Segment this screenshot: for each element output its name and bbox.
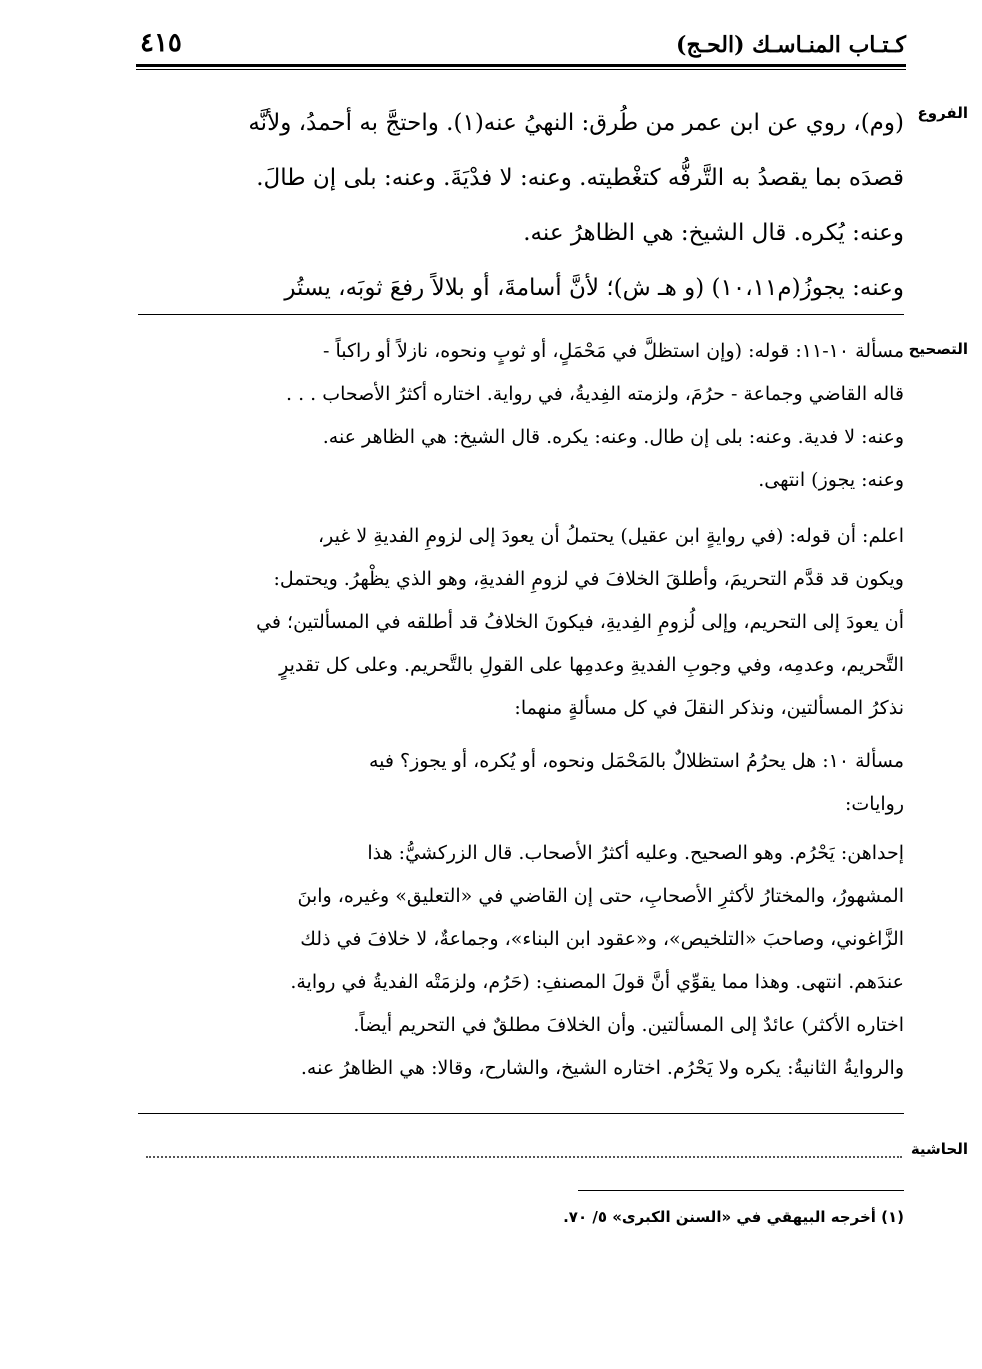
tashih-line: وعنه: يجوز) انتهى.	[758, 469, 904, 491]
tashih-line: المشهورُ، والمختارُ لأكثرِ الأصحابِ، حتى إن القاضي في «التعليق» وغيره، وابنَ	[297, 885, 904, 907]
tashih-line: الزَّاغوني، وصاحبَ «التلخيص»، و«عقود ابن البناء»، وجماعةٌ، لا خلافَ في ذلك	[300, 928, 904, 950]
furu-line: وعنه: يُكره. قال الشيخ: هي الظاهرُ عنه.	[523, 220, 904, 246]
furu-line: قصدَه بما يقصدُ به التَّرفُّه كتغْطيته. وعنه: لا فدْيَةَ. وعنه: بلى إن طالَ.	[256, 165, 904, 191]
tashih-line: أن يعودَ إلى التحريم، وإلى لُزومِ الفِديةِ، فيكونَ الخلافُ قد أطلقه في المسألتين؛ في	[256, 611, 904, 633]
book-title: كـتـاب المنـاسـك (الحـج)	[676, 32, 906, 58]
tashih-section-label: التصحيح	[908, 340, 968, 358]
tashih-line: قاله القاضي وجماعة - حرُمَ، ولزمته الفِديةُ، في رواية. اختاره أكثرُ الأصحاب . . .	[286, 383, 904, 405]
header-rule	[136, 64, 906, 67]
furu-line: وعنه: يجوزُ(م١٠،١١) (و هـ ش)؛ لأنَّ أسامةَ، أو بلالاً رفعَ ثوبَه، يستُر	[284, 275, 904, 301]
tashih-line: نذكرُ المسألتين، ونذكر النقلَ في كل مسألةٍ منهما:	[514, 697, 904, 719]
tashih-line: عندَهم. انتهى. وهذا مما يقوِّي أنَّ قولَ المصنفِ: (حَرُم، ولزمَتْه الفديةُ في رواية.	[290, 971, 904, 993]
tashih-line: مسألة ١٠: هل يحرُمُ استظلالٌ بالمَحْمَل ونحوه، أو يُكره، أو يجوز؟ فيه	[368, 750, 904, 772]
tashih-commentary	[138, 515, 904, 730]
tashih-line: والروايةُ الثانيةُ: يكره ولا يَحْرُم. اختاره الشيخ، والشارح، وقالا: هي الظاهرُ عنه.	[300, 1057, 904, 1079]
furu-line: (وم)، روي عن ابن عمر من طُرق: النهيُ عنه(١). واحتجَّ به أحمدُ، ولأنَّه	[248, 110, 904, 136]
tashih-text	[138, 330, 904, 502]
furu-section-label: الفروع	[917, 104, 968, 122]
tashih-line: إحداهن: يَحْرُم. وهو الصحيح. وعليه أكثرُ الأصحاب. قال الزركشيُّ: هذا	[367, 842, 904, 864]
page-number: ٤١٥	[140, 28, 182, 58]
furu-text	[138, 96, 904, 316]
masala-10	[138, 740, 904, 826]
section-divider	[138, 1113, 904, 1114]
tashih-line: روايات:	[845, 793, 904, 815]
hashiya-dotted-line	[146, 1156, 902, 1158]
header-rule-thin	[136, 69, 906, 70]
running-header	[136, 26, 906, 66]
tashih-line: مسألة ١٠-١١: قوله: (وإن استظلَّ في مَحْمَلٍ، أو ثوبٍ ونحوه، نازلاً أو راكباً -	[322, 340, 904, 362]
tashih-line: اختاره الأكثر) عائدٌ إلى المسألتين. وأن الخلافَ مطلقٌ في التحريم أيضاً.	[353, 1014, 904, 1036]
section-divider	[138, 314, 904, 315]
riwayat	[138, 832, 904, 1090]
hashiya-section-label: الحاشية	[910, 1140, 968, 1158]
footnote: (١) أخرجه البيهقي في «السنن الكبرى» ٥/ ٧٠.	[563, 1208, 904, 1226]
footnote-separator	[578, 1190, 904, 1191]
tashih-line: التَّحريم، وعدمِه، وفي وجوبِ الفديةِ وعدمِها على القولِ بالتَّحريم. وعلى كل تقديرٍ	[279, 654, 904, 676]
tashih-line: اعلم: أن قوله: (في روايةٍ ابن عقيل) يحتملُ أن يعودَ إلى لزومِ الفديةِ لا غير،	[318, 525, 904, 547]
tashih-line: وعنه: لا فدية. وعنه: بلى إن طال. وعنه: يكره. قال الشيخ: هي الظاهر عنه.	[322, 426, 904, 448]
tashih-line: ويكون قد قدَّم التحريمَ، وأطلقَ الخلافَ في لزومِ الفديةِ، وهو الذي يظْهرُ. ويحتمل:	[273, 568, 904, 590]
